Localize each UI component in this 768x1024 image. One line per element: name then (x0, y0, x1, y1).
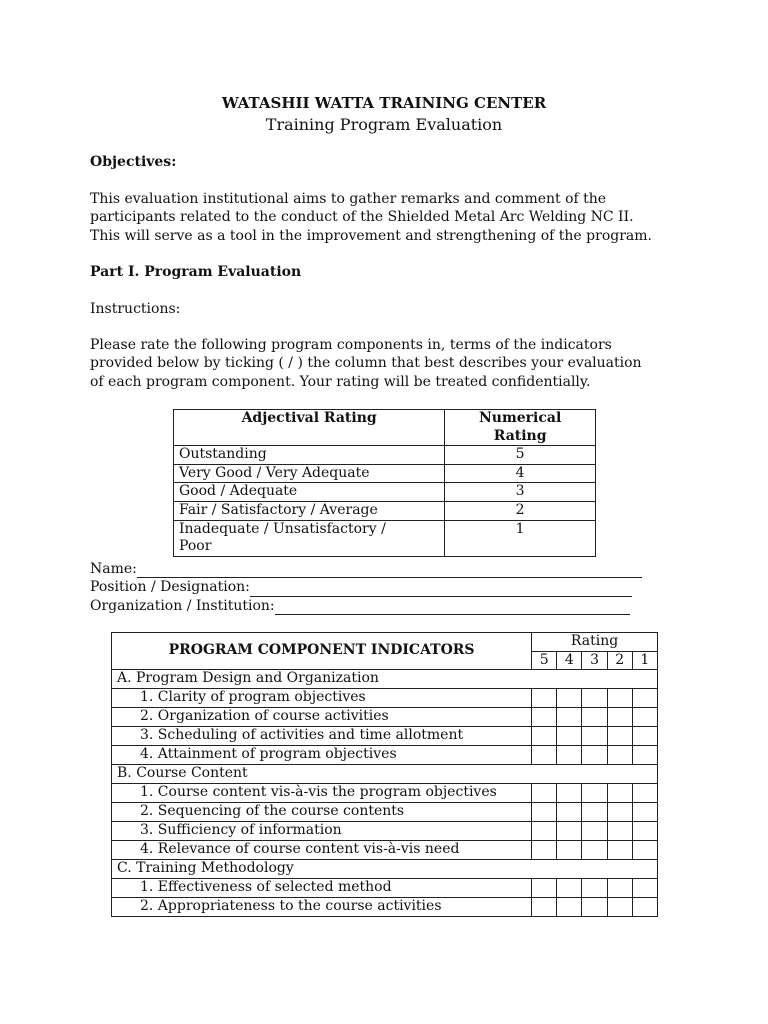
objectives-line: This will serve as a tool in the improvement and strengthening of the program. (90, 227, 652, 244)
adjectival-cell: Fair / Satisfactory / Average (174, 501, 445, 520)
rating-cell-4[interactable] (557, 822, 582, 841)
objectives-text (90, 190, 690, 245)
rating-cell-5[interactable] (532, 898, 557, 917)
organization-field-row (90, 597, 642, 615)
part1-heading: Part I. Program Evaluation (90, 264, 302, 280)
rating-cell-4[interactable] (557, 879, 582, 898)
adjectival-line: Poor (179, 538, 212, 555)
rating-scale-row (174, 501, 596, 520)
rating-cell-1[interactable] (632, 727, 657, 746)
instructions-text (90, 336, 690, 391)
instruction-line: Please rate the following program components in, terms of the indicators (90, 337, 612, 353)
rating-cell-1[interactable] (632, 879, 657, 898)
indicator-label: 4. Relevance of course content vis-à-vis need (112, 841, 532, 860)
rating-cell-3[interactable] (582, 803, 607, 822)
adjectival-cell: Very Good / Very Adequate (174, 464, 445, 483)
rating-column-2: 2 (607, 651, 632, 670)
rating-cell-5[interactable] (532, 879, 557, 898)
numerical-cell: 2 (445, 501, 596, 520)
rating-cell-2[interactable] (607, 689, 632, 708)
name-field[interactable] (137, 564, 642, 578)
indicator-row (112, 746, 658, 765)
rating-cell-5[interactable] (532, 803, 557, 822)
rating-cell-4[interactable] (557, 746, 582, 765)
objectives-line: participants related to the conduct of the Shielded Metal Arc Welding NC II. (90, 209, 634, 226)
indicator-label: 2. Sequencing of the course contents (112, 803, 532, 822)
numerical-cell: 3 (445, 483, 596, 502)
instruction-line: of each program component. Your rating will be treated confidentially. (90, 373, 591, 390)
rating-cell-2[interactable] (607, 746, 632, 765)
organization-field[interactable] (275, 601, 630, 615)
position-field-row (90, 578, 642, 596)
adjectival-cell: Outstanding (174, 446, 445, 465)
rating-cell-5[interactable] (532, 746, 557, 765)
rating-cell-2[interactable] (607, 708, 632, 727)
objectives-line: This evaluation institutional aims to gather remarks and comment of the (90, 191, 607, 207)
indicator-row (112, 708, 658, 727)
numerical-cell: 5 (445, 446, 596, 465)
indicator-label: 1. Course content vis-à-vis the program objectives (112, 784, 532, 803)
rating-cell-1[interactable] (632, 841, 657, 860)
rating-header: Rating (532, 633, 658, 652)
adjectival-cell: Good / Adequate (174, 483, 445, 502)
rating-cell-4[interactable] (557, 803, 582, 822)
rating-column-3: 3 (582, 651, 607, 670)
rating-cell-3[interactable] (582, 822, 607, 841)
indicator-label: 2. Organization of course activities (112, 708, 532, 727)
organization-label: Organization / Institution: (90, 597, 275, 614)
respondent-fields (90, 560, 642, 615)
rating-column-1: 1 (632, 651, 657, 670)
rating-cell-4[interactable] (557, 727, 582, 746)
instructions-label: Instructions: (90, 301, 181, 317)
rating-column-4: 4 (557, 651, 582, 670)
instruction-line: provided below by ticking ( / ) the column that best describes your evaluation (90, 355, 642, 372)
name-label: Name: (90, 560, 137, 577)
indicators-header: PROGRAM COMPONENT INDICATORS (112, 633, 532, 670)
indicator-row (112, 689, 658, 708)
rating-cell-2[interactable] (607, 803, 632, 822)
rating-cell-4[interactable] (557, 708, 582, 727)
rating-cell-5[interactable] (532, 708, 557, 727)
indicator-label: 4. Attainment of program objectives (112, 746, 532, 765)
rating-cell-1[interactable] (632, 784, 657, 803)
form-subtitle: Training Program Evaluation (265, 115, 503, 134)
indicator-label: 3. Sufficiency of information (112, 822, 532, 841)
indicator-label: 1. Clarity of program objectives (112, 689, 532, 708)
objectives-heading: Objectives: (90, 154, 177, 170)
program-evaluation-table (111, 632, 658, 917)
rating-cell-2[interactable] (607, 841, 632, 860)
adjectival-line: Inadequate / Unsatisfactory / (179, 520, 386, 537)
section-title: A. Program Design and Organization (112, 670, 658, 689)
rating-cell-4[interactable] (557, 784, 582, 803)
rating-cell-3[interactable] (582, 746, 607, 765)
indicator-label: 1. Effectiveness of selected method (112, 879, 532, 898)
rating-cell-4[interactable] (557, 841, 582, 860)
rating-cell-3[interactable] (582, 708, 607, 727)
indicator-label: 2. Appropriateness to the course activities (112, 898, 532, 917)
section-row (112, 765, 658, 784)
rating-scale-header-row (174, 410, 596, 446)
numerical-rating-header: Numerical Rating (445, 410, 596, 446)
indicator-row (112, 784, 658, 803)
rating-cell-3[interactable] (582, 784, 607, 803)
rating-cell-4[interactable] (557, 689, 582, 708)
evaluation-header-row (112, 633, 658, 652)
rating-column-5: 5 (532, 651, 557, 670)
indicator-row (112, 879, 658, 898)
indicator-row (112, 841, 658, 860)
organization-title: WATASHII WATTA TRAINING CENTER (221, 94, 547, 112)
name-field-row (90, 560, 642, 578)
rating-cell-1[interactable] (632, 803, 657, 822)
rating-cell-3[interactable] (582, 727, 607, 746)
numerical-cell: 4 (445, 464, 596, 483)
rating-cell-1[interactable] (632, 898, 657, 917)
position-field[interactable] (250, 583, 632, 597)
indicator-row (112, 822, 658, 841)
adjectival-cell (174, 520, 445, 556)
rating-cell-5[interactable] (532, 822, 557, 841)
rating-cell-4[interactable] (557, 898, 582, 917)
rating-scale-row (174, 520, 596, 556)
section-title: B. Course Content (112, 765, 658, 784)
rating-cell-5[interactable] (532, 784, 557, 803)
rating-cell-2[interactable] (607, 822, 632, 841)
indicator-row (112, 898, 658, 917)
rating-cell-3[interactable] (582, 689, 607, 708)
rating-cell-3[interactable] (582, 879, 607, 898)
rating-cell-2[interactable] (607, 898, 632, 917)
rating-scale-table (173, 409, 596, 557)
rating-cell-1[interactable] (632, 708, 657, 727)
rating-cell-2[interactable] (607, 879, 632, 898)
section-row (112, 670, 658, 689)
rating-scale-row (174, 464, 596, 483)
rating-cell-2[interactable] (607, 784, 632, 803)
indicator-row (112, 803, 658, 822)
indicator-label: 3. Scheduling of activities and time allotment (112, 727, 532, 746)
rating-cell-5[interactable] (532, 689, 557, 708)
section-title: C. Training Methodology (112, 860, 658, 879)
rating-cell-1[interactable] (632, 689, 657, 708)
rating-cell-1[interactable] (632, 822, 657, 841)
rating-cell-2[interactable] (607, 727, 632, 746)
numerical-cell: 1 (445, 520, 596, 556)
rating-cell-5[interactable] (532, 727, 557, 746)
rating-cell-5[interactable] (532, 841, 557, 860)
rating-cell-3[interactable] (582, 841, 607, 860)
indicator-row (112, 727, 658, 746)
rating-cell-3[interactable] (582, 898, 607, 917)
rating-cell-1[interactable] (632, 746, 657, 765)
section-row (112, 860, 658, 879)
rating-scale-row (174, 446, 596, 465)
rating-scale-row (174, 483, 596, 502)
adjectival-rating-header: Adjectival Rating (174, 410, 445, 446)
position-label: Position / Designation: (90, 579, 250, 596)
